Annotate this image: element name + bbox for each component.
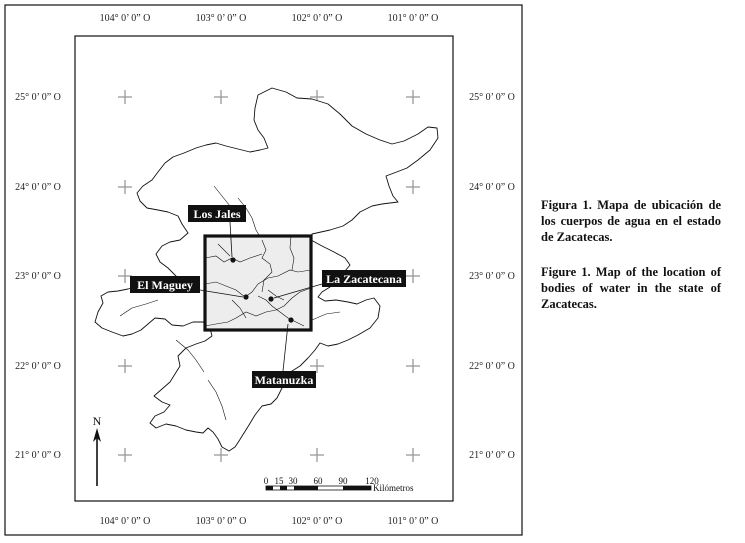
label-los-jales <box>188 205 246 222</box>
coord-bottom-1: 104° 0’ 0” O <box>99 516 151 527</box>
coord-bottom-3: 102° 0’ 0” O <box>291 516 343 527</box>
label-los-jales-text: Los Jales <box>193 207 241 221</box>
coord-top-1: 104° 0’ 0” O <box>99 13 151 24</box>
coord-top-4: 101° 0’ 0” O <box>387 13 439 24</box>
label-matanuzka <box>252 371 316 388</box>
graticule-cross <box>118 90 132 104</box>
coord-right-3: 23° 0’ 0” O <box>469 271 515 282</box>
scale-tick-90: 90 <box>338 476 348 486</box>
scale-tick-60: 60 <box>313 476 323 486</box>
graticule-cross <box>118 359 132 373</box>
label-el-maguey <box>130 276 200 293</box>
graticule-cross <box>214 90 228 104</box>
graticule-cross <box>406 448 420 462</box>
graticule-cross <box>406 180 420 194</box>
graticule-cross <box>118 180 132 194</box>
coord-right-5: 21° 0’ 0” O <box>469 450 515 461</box>
scale-tick-15: 15 <box>274 476 284 486</box>
scale-tick-30: 30 <box>288 476 298 486</box>
point-los-jales <box>230 257 235 262</box>
scale-tick-0: 0 <box>263 476 269 486</box>
north-arrow <box>93 414 102 486</box>
coord-left-1: 25° 0’ 0” O <box>15 92 61 103</box>
point-matanuzka <box>288 317 293 322</box>
label-la-zacatecana-text: La Zacatecana <box>326 272 402 286</box>
coord-right-4: 22° 0’ 0” O <box>469 361 515 372</box>
caption-spanish: Figura 1. Mapa de ubicación de los cuerpos de agua en el estado de Zacatecas. <box>541 198 721 244</box>
label-matanuzka-text: Matanuzka <box>254 373 314 387</box>
graticule-cross <box>310 448 324 462</box>
coord-top-2: 103° 0’ 0” O <box>195 13 247 24</box>
graticule-cross <box>118 448 132 462</box>
coord-bottom-2: 103° 0’ 0” O <box>195 516 247 527</box>
point-el-maguey <box>243 294 248 299</box>
scale-bar <box>264 476 414 493</box>
north-arrow-letter: N <box>92 414 102 428</box>
scale-unit: Kilómetros <box>373 483 414 493</box>
point-la-zacatecana <box>268 296 273 301</box>
coord-left-2: 24° 0’ 0” O <box>15 182 61 193</box>
label-el-maguey-text: El Maguey <box>137 278 193 292</box>
graticule-cross <box>406 90 420 104</box>
coord-right-2: 24° 0’ 0” O <box>469 182 515 193</box>
graticule-cross <box>118 269 132 283</box>
coord-left-3: 23° 0’ 0” O <box>15 271 61 282</box>
label-la-zacatecana <box>322 270 406 287</box>
caption-english: Figure 1. Map of the location of bodies of water in the state of Zacatecas. <box>541 265 721 311</box>
coord-top-3: 102° 0’ 0” O <box>291 13 343 24</box>
graticule-cross <box>214 448 228 462</box>
graticule-cross <box>406 359 420 373</box>
coord-left-4: 22° 0’ 0” O <box>15 361 61 372</box>
coord-right-1: 25° 0’ 0” O <box>469 92 515 103</box>
graticule-cross <box>406 269 420 283</box>
scale-tick-120: 120 <box>365 476 379 486</box>
graticule-cross <box>310 359 324 373</box>
coord-left-5: 21° 0’ 0” O <box>15 450 61 461</box>
coord-bottom-4: 101° 0’ 0” O <box>387 516 439 527</box>
study-area-fill <box>205 236 311 330</box>
